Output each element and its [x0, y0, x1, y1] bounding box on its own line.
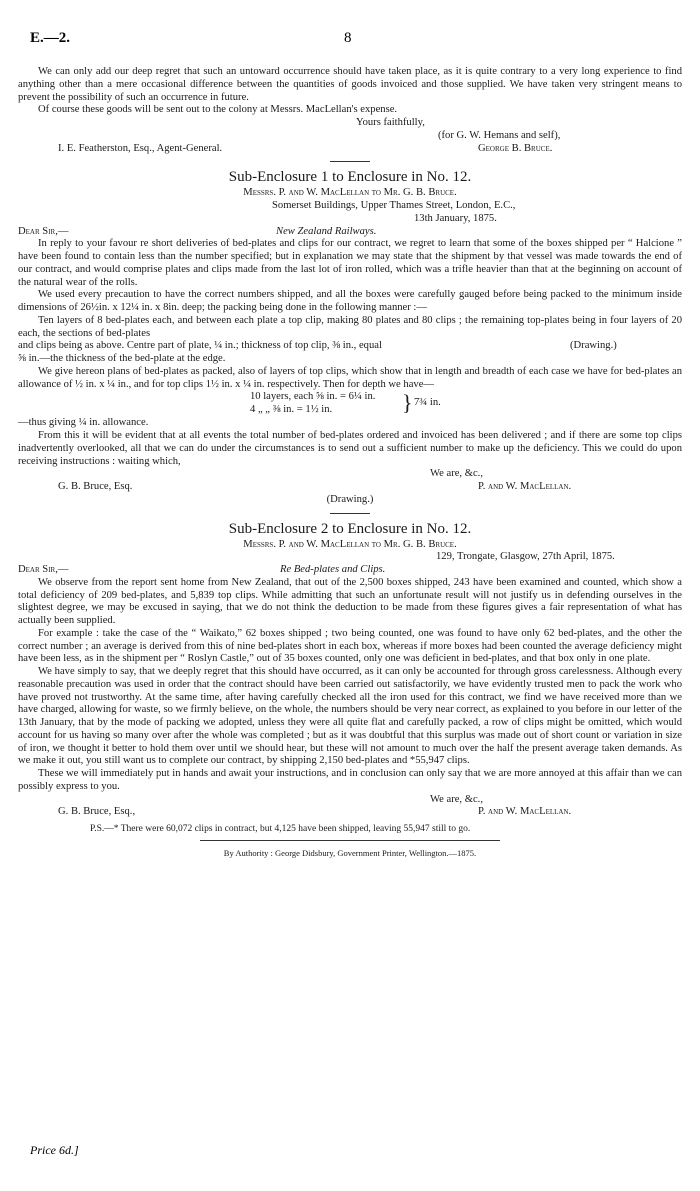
- sub-enclosure-2-title: Sub-Enclosure 2 to Enclosure in No. 12.: [228, 520, 472, 537]
- letter1-paragraph-1: We can only add our deep regret that such an untoward occurrence should have taken place, as it is quite contrary to a very long experience to find anything other than a mere occasional difference between the quantities of goods invoiced and those supplied. We have taken very stringent means to prevent the possibility of such an occurrence in future.: [18, 66, 682, 103]
- page-number: 8: [344, 30, 352, 46]
- sub-enclosure-2-paragraph-4: These we will immediately put in hands and await your instructions, and in conclusion can only say that we are more annoyed at this affair than we can possibly express to you.: [18, 768, 682, 792]
- sub-enclosure-2-salutation: Dear Sir,—: [18, 564, 69, 575]
- printer-authority: By Authority : George Didsbury, Government Printer, Wellington.—1875.: [223, 847, 477, 858]
- sub-enclosure-2-signature: P. and W. MacLellan.: [478, 806, 572, 818]
- sub-enclosure-2-addressee: G. B. Bruce, Esq.,: [58, 806, 136, 818]
- sub-enclosure-1-paragraph-3-end: ⅝ in.—the thickness of the bed-plate at the edge.: [18, 353, 226, 364]
- sub-enclosure-1-addressee: G. B. Bruce, Esq.: [58, 481, 133, 492]
- sub-enclosure-1-salutation: Dear Sir,—: [18, 225, 69, 237]
- sub-enclosure-1-closing: We are, &c.,: [430, 468, 483, 480]
- postscript: P.S.—* There were 60,072 clips in contract, but 4,125 have been shipped, leaving 55,947 still to go.: [90, 824, 471, 834]
- footer-divider: [200, 840, 500, 841]
- letter1-signature: George B. Bruce.: [478, 142, 553, 154]
- sub-enclosure-1-paragraph-5: —thus giving ¼ in. allowance.: [18, 417, 149, 429]
- letter1-addressee: I. E. Featherston, Esq., Agent-General.: [58, 142, 223, 154]
- brace-glyph: }: [402, 390, 413, 416]
- document-reference: E.—2.: [30, 30, 71, 46]
- sub-enclosure-1-paragraph-3-cont: and clips being as above. Centre part of plate, ¼ in.; thickness of top clip, ⅜ in., equal: [18, 340, 382, 352]
- sub-enclosure-1-signature: P. and W. MacLellan.: [478, 481, 572, 492]
- calc-total: 7¾ in.: [414, 397, 441, 409]
- letter1-closing: Yours faithfully,: [356, 117, 425, 128]
- sub-enclosure-1-paragraph-3: Ten layers of 8 bed-plates each, and between each plate a top clip, making 80 plates and 80 clips ; the remaining top-plates being in four layers of 20 each, the sections of bed-plates: [18, 314, 682, 339]
- sub-enclosure-1-paragraph-2: We used every precaution to have the correct numbers shipped, and all the boxes were carefully gauged before being packed to the minimum inside dimensions of 26½in. x 12¼ in. x 8in. deep; the packing being done in the following manner :—: [18, 289, 682, 313]
- sub-enclosure-1-title: Sub-Enclosure 1 to Enclosure in No. 12.: [228, 169, 472, 186]
- sub-enclosure-1-date: 13th January, 1875.: [414, 212, 497, 224]
- sub-enclosure-2-subject: Re Bed-plates and Clips.: [280, 564, 386, 575]
- letter1-for-line: (for G. W. Hemans and self),: [438, 129, 561, 141]
- calc-line-1: 10 layers, each ⅝ in. = 6¼ in.: [250, 391, 376, 403]
- price-note: Price 6d.]: [30, 1143, 79, 1157]
- sub-enclosure-1-address: Somerset Buildings, Upper Thames Street, London, E.C.,: [272, 200, 516, 211]
- sub-enclosure-2-from-to: Messrs. P. and W. MacLellan to Mr. G. B. Bruce.: [243, 538, 457, 550]
- sub-enclosure-2-paragraph-2: For example : take the case of the “ Waikato,” 62 boxes shipped ; two being counted, one was found to have only 62 bed-plates, and the other the correct number ; an average is derived from this of nine bed-plates short in each box, whereas if more boxes had been counted the average deficiency might have been less, as in the shipment per “ Roslyn Castle,” out of 35 boxes counted, only one was deficient in bed-plates, and that box only in one plate.: [18, 627, 682, 665]
- sub-enclosure-1-paragraph-6: From this it will be evident that at all events the total number of bed-plates ordered and invoiced has been delivered ; and if there are some top clips inadvertently overlooked, all that we can do under the circumstances is to send out a sufficient number to make up the deficiency. This we could do upon receiving instructions : waiting which,: [18, 430, 682, 467]
- drawing-placeholder-2: (Drawing.): [326, 493, 374, 505]
- sub-enclosure-1-from-to: Messrs. P. and W. MacLellan to Mr. G. B. Bruce.: [243, 187, 457, 199]
- sub-enclosure-1-paragraph-1: In reply to your favour re short deliveries of bed-plates and clips for our contract, we regret to learn that some of the boxes shipped per “ Halcione ” have been found to contain less than the number specified; but in explanation we may state that the shipment by that vessel was made towards the end of our contract, and would comprise plates and clips made from the last lot of iron rolled, which was a trifle heavier than that at the beginning on account of the natural wear of the rolls.: [18, 238, 682, 288]
- sub-enclosure-2-closing: We are, &c.,: [430, 793, 483, 805]
- sub-enclosure-2-paragraph-1: We observe from the report sent home from New Zealand, that out of the 2,500 boxes shipped, 243 have been examined and counted, which show a total deficiency of 209 bed-plates, and 5,839 top clips. While admitting that such an unfortunate result will not justify us in defending ourselves in the slightest degree, we may be excused in saying, that we do not think the deduction to be made from these figures gives a fair representation of what has actually been supplied.: [18, 576, 682, 626]
- drawing-placeholder-1: (Drawing.): [570, 340, 617, 352]
- letter1-paragraph-2: Of course these goods will be sent out to the colony at Messrs. MacLellan's expense.: [38, 104, 398, 116]
- section-divider: [330, 161, 370, 162]
- sub-enclosure-1-paragraph-4: We give hereon plans of bed-plates as packed, also of layers of top clips, which show that in length and breadth of each case we have for bed-plates an allowance of ½ in. x ¼ in., and for top clips 1½ in. x ¼ in. respectively. Then for depth we have—: [18, 365, 682, 390]
- sub-enclosure-2-paragraph-3: We have simply to say, that we deeply regret that this should have occurred, as it can only be accounted for through gross carelessness. Although every reasonable precaution was used in order that the contract should have been carried out satisfactorily, we have evidently trusted men to pack the work who have proved not trustworthy. At the same time, after having carefully checked all the iron used for this contract, we find we have received more than we have charged, allowing for waste, so we firmly believe, on the whole, the numbers should be very near correct, as explained to you before in our letter of the 13th January, that by the mode of packing we adopted, unless they were all quite flat and carefully packed, a row of clips might be omitted, which would account for us having so many over after the whole was completed ; but as it was doubtful that this surplus was made out of short count or variation in size of iron, we thought it better to hold them over until we should hear, but these will not amount to much over the half the present average taken demands. As we make it out, you still want us to complete our contract, by shipping 2,150 bed-plates and *55,947 clips.: [18, 666, 682, 767]
- page-body: [18, 66, 682, 860]
- sub-enclosure-1-subject: New Zealand Railways.: [276, 225, 377, 237]
- calc-line-2: 4 „ „ ⅜ in. = 1½ in.: [250, 404, 333, 416]
- sub-enclosure-2-address-date: 129, Trongate, Glasgow, 27th April, 1875.: [436, 551, 615, 563]
- section-divider: [330, 513, 370, 514]
- depth-calculation: [18, 391, 682, 417]
